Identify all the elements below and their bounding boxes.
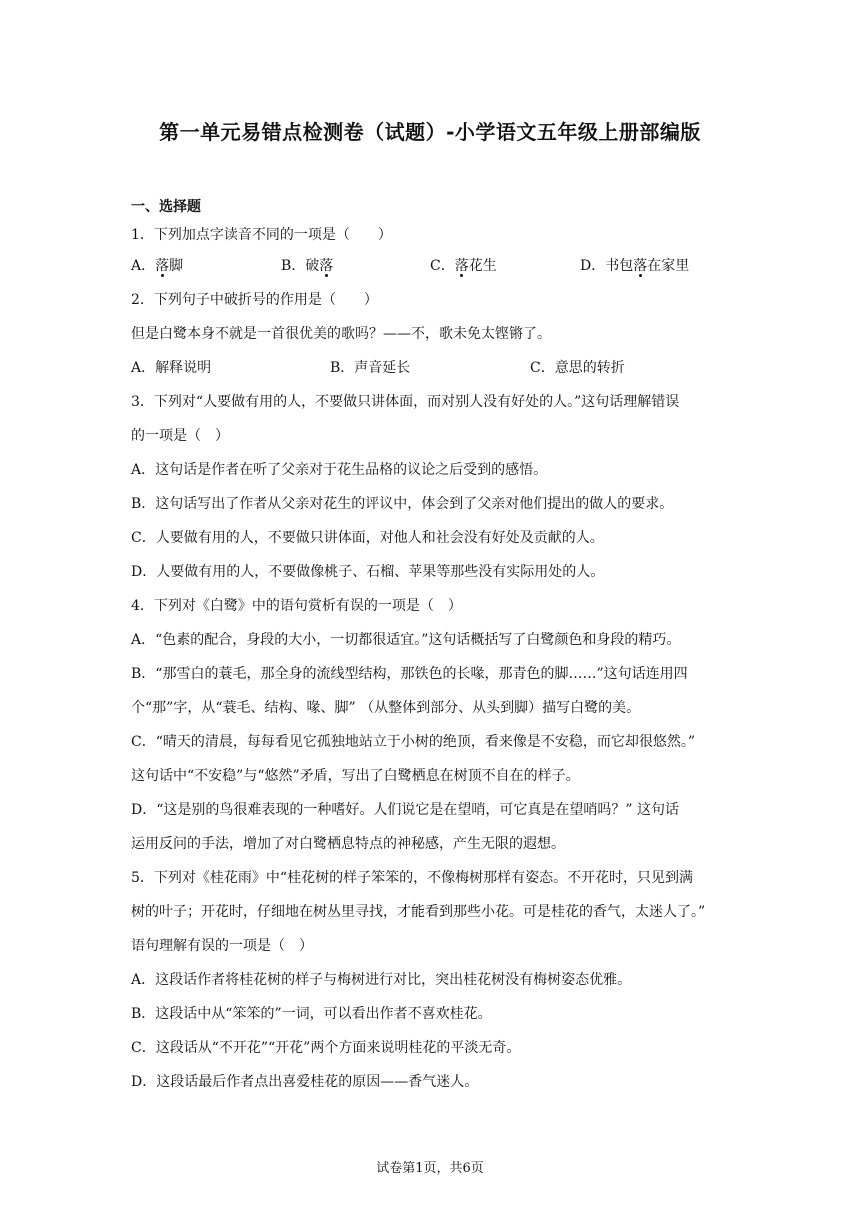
question-1-option-b: B．破落 [281,258,334,274]
question-1-stem: 1．下列加点字读音不同的一项是（ ） [131,227,392,243]
question-4-option-d-line-2: 运用反问的手法，增加了对白鹭栖息特点的神秘感，产生无限的遐想。 [131,836,565,852]
question-2-stem: 2．下列句子中破折号的作用是（ ） [131,292,378,308]
question-4-option-d-line-1: D．“这是别的鸟很难表现的一种嗜好。人们说它是在望哨，可它真是在望哨吗？” 这句话 [131,802,679,818]
page-title: 第一单元易错点检测卷（试题）-小学语文五年级上册部编版 [159,120,701,144]
question-4-stem: 4．下列对《白鹭》中的语句赏析有误的一项是（ ） [131,598,462,614]
question-3-option-a: A．这句话是作者在听了父亲对于花生品格的议论之后受到的感悟。 [131,462,548,478]
question-2-option-a: A．解释说明 [131,360,212,376]
question-3-stem-line-2: 的一项是（ ） [131,428,229,444]
question-3-option-d: D．人要做有用的人，不要做像桃子、石榴、苹果等那些没有实际用处的人。 [131,564,605,580]
question-4-option-b-line-2: 个“那”字，从“蓑毛、结构、喙、脚” （从整体到部分、从头到脚）描写白鹭的美。 [131,700,641,716]
question-4-option-c-line-2: 这句话中“不安稳”与“悠然”矛盾，写出了白鹭栖息在树顶不自在的样子。 [131,768,580,784]
question-3-stem-line-1: 3．下列对“人要做有用的人，不要做只讲体面，而对别人没有好处的人。”这句话理解错误 [131,394,680,410]
question-4-option-b-line-1: B．“那雪白的蓑毛，那全身的流线型结构，那铁色的长喙，那青色的脚……”这句话连用四 [131,666,688,682]
question-1-option-d: D．书包落在家里 [580,258,690,274]
question-4-option-a: A．“色素的配合，身段的大小，一切都很适宜。”这句话概括写了白鹭颜色和身段的精巧。 [131,632,681,648]
emphasis-dot-char: 落 [155,258,170,274]
page-footer: 试卷第1页，共6页 [376,1161,484,1176]
question-5-option-c: C．这段话从“不开花”“开花”两个方面来说明桂花的平淡无奇。 [131,1040,521,1056]
question-5-stem-line-2: 树的叶子；开花时，仔细地在树丛里寻找，才能看到那些小花。可是桂花的香气，太迷人了。” [131,904,706,920]
emphasis-dot-char: 落 [633,258,648,274]
question-3-option-c: C．人要做有用的人，不要做只讲体面，对他人和社会没有好处及贡献的人。 [131,530,604,546]
question-1-option-c: C．落花生 [430,258,497,274]
question-3-option-b: B．这句话写出了作者从父亲对花生的评议中，体会到了父亲对他们提出的做人的要求。 [131,496,674,512]
question-5-stem-line-3: 语句理解有误的一项是（ ） [131,938,313,954]
emphasis-dot-char: 落 [454,258,469,274]
section-heading: 一、选择题 [131,199,201,215]
question-5-option-b: B．这段话中从“笨笨的”一词，可以看出作者不喜欢桂花。 [131,1006,492,1022]
question-5-stem-line-1: 5．下列对《桂花雨》中“桂花树的样子笨笨的，不像梅树那样有姿态。不开花时，只见到满 [131,870,694,886]
question-2-option-b: B．声音延长 [330,360,411,376]
question-1-option-a: A．落脚 [131,258,184,274]
question-2-quote: 但是白鹭本身不就是一首很优美的歌吗？——不，歌未免太铿锵了。 [131,326,551,342]
emphasis-dot-char: 落 [319,258,334,274]
question-2-option-c: C．意思的转折 [530,360,625,376]
question-5-option-d: D．这段话最后作者点出喜爱桂花的原因——香气迷人。 [131,1074,479,1090]
question-4-option-c-line-1: C．“晴天的清晨，每每看见它孤独地站立于小树的绝顶，看来像是不安稳，而它却很悠然。” [131,734,696,750]
question-5-option-a: A．这段话作者将桂花树的样子与梅树进行对比，突出桂花树没有梅树姿态优雅。 [131,972,632,988]
